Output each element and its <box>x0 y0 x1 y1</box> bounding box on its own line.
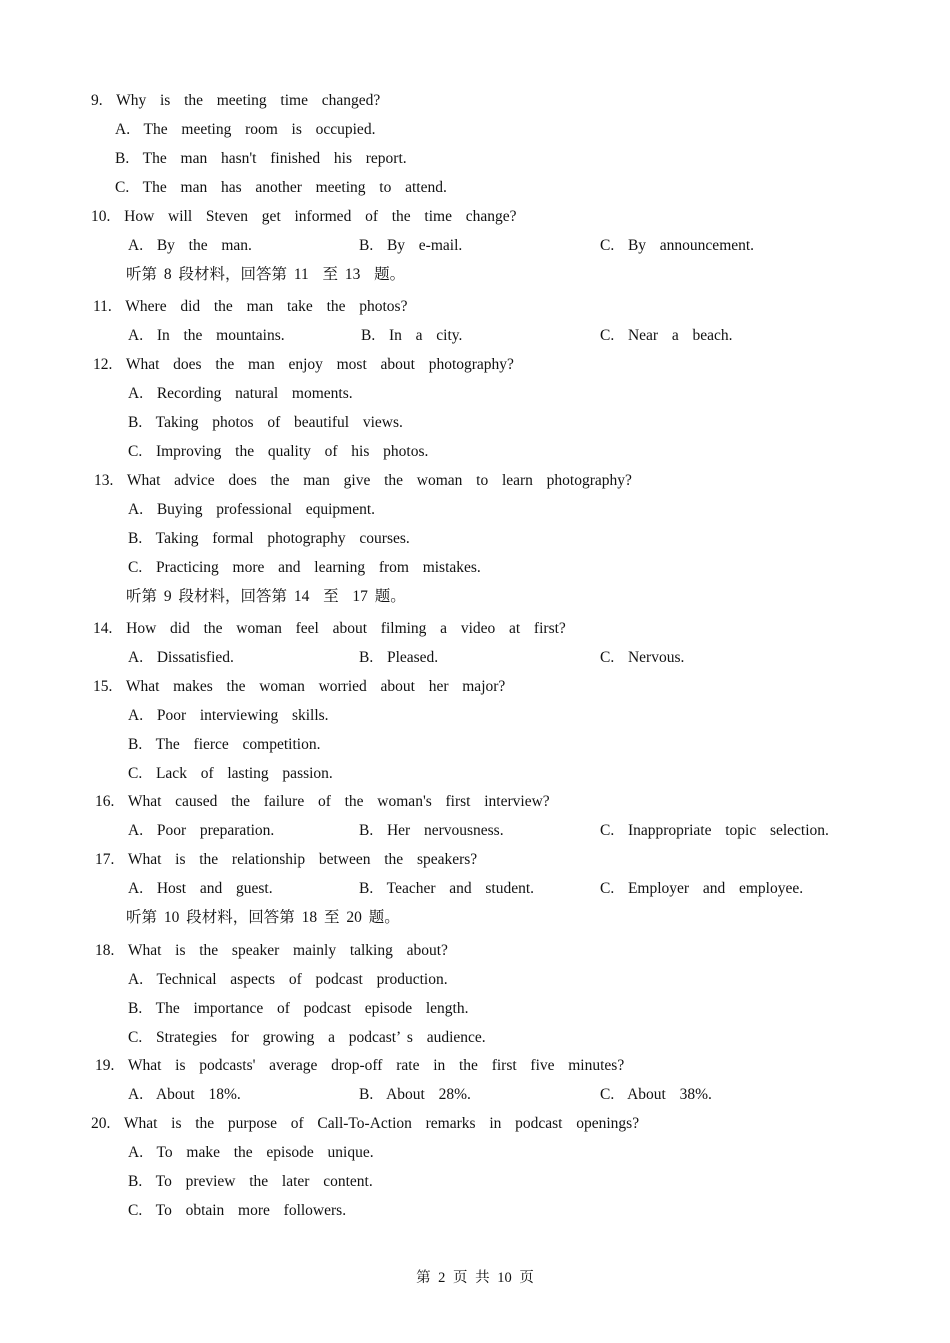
question-10-stem: 10. How will Steven get informed of the time change? <box>91 208 517 225</box>
question-17-option-c: C. Employer and employee. <box>600 880 804 897</box>
question-20-option-b: B. To preview the later content. <box>128 1173 373 1190</box>
page-number-footer: 第 2 页 共 10 页 <box>416 1270 534 1286</box>
question-12-stem: 12. What does the man enjoy most about photography? <box>93 356 514 373</box>
section-9-instruction: 听第 9 段材料，回答第 14 至 17 题。 <box>126 588 406 605</box>
question-16-option-a: A. Poor preparation. <box>128 822 275 839</box>
question-12-option-a: A. Recording natural moments. <box>128 385 353 402</box>
question-19-option-c: C. About 38%. <box>600 1086 712 1103</box>
question-19-stem: 19. What is podcasts' average drop-off rate in the first five minutes? <box>95 1057 625 1074</box>
question-12-option-b: B. Taking photos of beautiful views. <box>128 414 403 431</box>
question-19-option-b: B. About 28%. <box>359 1086 471 1103</box>
question-9-option-a: A. The meeting room is occupied. <box>115 121 376 138</box>
question-12-option-c: C. Improving the quality of his photos. <box>128 443 429 460</box>
question-9-stem: 9. Why is the meeting time changed? <box>91 92 381 109</box>
question-13-option-c: C. Practicing more and learning from mistakes. <box>128 559 481 576</box>
question-15-stem: 15. What makes the woman worried about her major? <box>93 678 506 695</box>
question-11-stem: 11. Where did the man take the photos? <box>93 298 408 315</box>
section-8-instruction: 听第 8 段材料，回答第 11 至 13 题。 <box>126 266 406 283</box>
question-14-option-c: C. Nervous. <box>600 649 685 666</box>
question-13-option-b: B. Taking formal photography courses. <box>128 530 410 547</box>
question-20-stem: 20. What is the purpose of Call-To-Action remarks in podcast openings? <box>91 1115 640 1132</box>
question-20-option-a: A. To make the episode unique. <box>128 1144 374 1161</box>
question-16-option-c: C. Inappropriate topic selection. <box>600 822 829 839</box>
question-17-option-a: A. Host and guest. <box>128 880 273 897</box>
question-13-stem: 13. What advice does the man give the woman to learn photography? <box>94 472 632 489</box>
question-11-option-a: A. In the mountains. <box>128 327 285 344</box>
question-18-stem: 18. What is the speaker mainly talking about? <box>95 942 448 959</box>
question-11-option-c: C. Near a beach. <box>600 327 733 344</box>
question-18-option-c: C. Strategies for growing a podcast’ s audience. <box>128 1029 486 1046</box>
question-13-option-a: A. Buying professional equipment. <box>128 501 376 518</box>
question-16-stem: 16. What caused the failure of the woman's first interview? <box>95 793 550 810</box>
question-15-option-a: A. Poor interviewing skills. <box>128 707 329 724</box>
section-10-instruction: 听第 10 段材料，回答第 18 至 20 题。 <box>126 909 400 926</box>
question-18-option-a: A. Technical aspects of podcast production. <box>128 971 448 988</box>
question-20-option-c: C. To obtain more followers. <box>128 1202 347 1219</box>
question-19-option-a: A. About 18%. <box>128 1086 241 1103</box>
question-17-option-b: B. Teacher and student. <box>359 880 535 897</box>
question-16-option-b: B. Her nervousness. <box>359 822 504 839</box>
question-17-stem: 17. What is the relationship between the speakers? <box>95 851 478 868</box>
question-15-option-c: C. Lack of lasting passion. <box>128 765 333 782</box>
question-18-option-b: B. The importance of podcast episode length. <box>128 1000 469 1017</box>
question-9-option-b: B. The man hasn't finished his report. <box>115 150 407 167</box>
question-14-option-a: A. Dissatisfied. <box>128 649 234 666</box>
question-15-option-b: B. The fierce competition. <box>128 736 321 753</box>
question-11-option-b: B. In a city. <box>361 327 463 344</box>
question-14-option-b: B. Pleased. <box>359 649 439 666</box>
question-10-option-c: C. By announcement. <box>600 237 755 254</box>
question-10-option-a: A. By the man. <box>128 237 252 254</box>
question-9-option-c: C. The man has another meeting to attend. <box>115 179 447 196</box>
question-14-stem: 14. How did the woman feel about filming a video at first? <box>93 620 566 637</box>
question-10-option-b: B. By e-mail. <box>359 237 463 254</box>
